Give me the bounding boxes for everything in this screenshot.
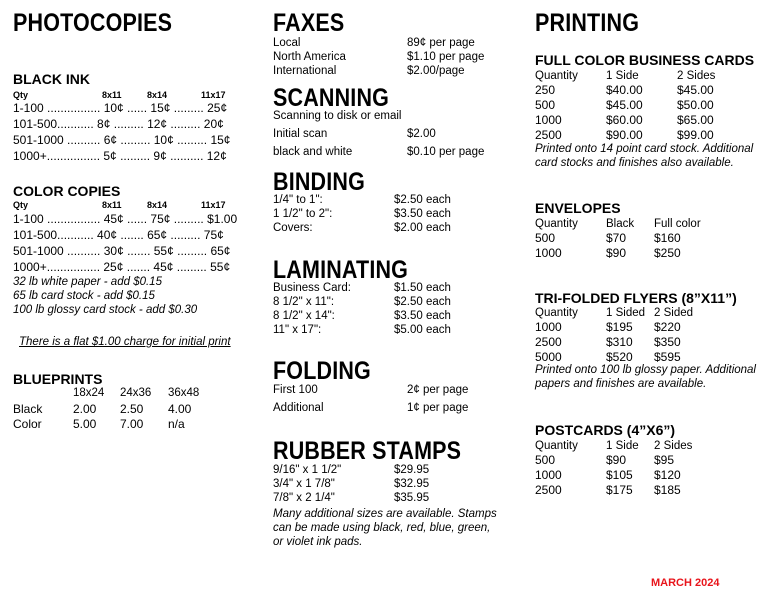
business-cards-cell: $50.00 (677, 98, 714, 112)
scanning-price: $2.00 (407, 128, 436, 140)
folding-label: Additional (273, 402, 324, 414)
envelopes-cell: $70 (606, 231, 627, 245)
rubber-stamps-price: $32.95 (394, 478, 430, 490)
envelopes-cell: $160 (654, 231, 681, 245)
binding-price: $2.50 each (394, 194, 451, 206)
rubber-stamps-note: can be made using black, red, blue, green, (273, 522, 491, 534)
business-cards-cell: $60.00 (606, 113, 643, 127)
business-cards-note: card stocks and finishes also available. (535, 157, 734, 169)
business-cards-title: FULL COLOR BUSINESS CARDS (535, 52, 755, 68)
postcards-title: POSTCARDS (4”X6”) (535, 422, 676, 438)
rubber-stamps-note: Many additional sizes are available. Stamps (273, 508, 497, 520)
color-copies-row: 101-500........... 40¢ ....... 65¢ ......... 75¢ (13, 228, 224, 242)
business-cards-header: 2 Sides (677, 70, 716, 82)
laminating-price: $2.50 each (394, 296, 451, 308)
flyers-header: 2 Sided (654, 307, 694, 319)
binding-label: Covers: (273, 222, 313, 234)
postcards-cell: $90 (606, 453, 627, 467)
color-copies-note: 32 lb white paper - add $0.15 (13, 276, 162, 288)
envelopes-header: Quantity (535, 218, 578, 230)
blueprints-cell: 7.00 (120, 417, 144, 431)
envelopes-cell: 1000 (535, 246, 562, 260)
envelopes-header: Full color (654, 218, 701, 230)
faxes-price: $2.00/page (407, 65, 465, 77)
black-ink-header-8x11: 8x11 (102, 90, 122, 100)
binding-price: $3.50 each (394, 208, 451, 220)
business-cards-note: Printed onto 14 point card stock. Additional (535, 143, 754, 155)
envelopes-cell: $250 (654, 246, 681, 260)
blueprints-cell: 4.00 (168, 402, 192, 416)
color-copies-row: 1000+................ 25¢ ....... 45¢ ......... 55¢ (13, 260, 231, 274)
envelopes-cell: 500 (535, 231, 556, 245)
flyers-header: 1 Sided (606, 307, 646, 319)
flyers-cell: $220 (654, 320, 681, 334)
postcards-cell: 2500 (535, 483, 562, 497)
black-ink-header-qty: Qty (13, 90, 29, 100)
color-copies-note: 100 lb glossy card stock - add $0.30 (13, 304, 198, 316)
color-copies-title: COLOR COPIES (13, 183, 121, 199)
folding-price: 1¢ per page (407, 402, 469, 414)
blueprints-row-label: Black (13, 402, 43, 416)
black-ink-title: BLACK INK (13, 71, 90, 87)
faxes-price: $1.10 per page (407, 51, 485, 63)
business-cards-cell: $45.00 (606, 98, 643, 112)
laminating-label: 8 1/2" x 14": (273, 310, 335, 322)
business-cards-cell: 500 (535, 98, 556, 112)
postcards-header: 1 Side (606, 440, 639, 452)
blueprints-cell: n/a (168, 417, 185, 431)
rubber-stamps-note: or violet ink pads. (273, 536, 363, 548)
faxes-label: Local (273, 37, 301, 49)
rubber-stamps-title: RUBBER STAMPS (273, 437, 462, 465)
color-copies-header-8x14: 8x14 (147, 200, 168, 210)
blueprints-header-24x36: 24x36 (120, 387, 152, 399)
envelopes-cell: $90 (606, 246, 627, 260)
business-cards-cell: $90.00 (606, 128, 643, 142)
color-copies-row: 501-1000 .......... 30¢ ....... 55¢ ......... 65¢ (13, 244, 231, 258)
postcards-cell: 500 (535, 453, 556, 467)
scanning-title: SCANNING (273, 84, 390, 112)
postcards-cell: $105 (606, 468, 633, 482)
postcards-cell: $175 (606, 483, 633, 497)
scanning-label: Initial scan (273, 128, 328, 140)
flyers-title: TRI-FOLDED FLYERS (8”X11”) (535, 290, 737, 306)
binding-price: $2.00 each (394, 222, 451, 234)
scanning-label: black and white (273, 146, 353, 158)
black-ink-row: 501-1000 .......... 6¢ ......... 10¢ ......... 15¢ (13, 133, 231, 147)
envelopes-header: Black (606, 218, 635, 230)
faxes-price: 89¢ per page (407, 37, 475, 49)
binding-label: 1 1/2" to 2": (273, 208, 333, 220)
envelopes-title: ENVELOPES (535, 200, 621, 216)
printing-title: PRINTING (535, 9, 640, 37)
blueprints-header-36x48: 36x48 (168, 387, 200, 399)
rubber-stamps-label: 7/8" x 2 1/4" (273, 492, 335, 504)
scanning-price: $0.10 per page (407, 146, 485, 158)
binding-label: 1/4" to 1": (273, 194, 323, 206)
business-cards-cell: $99.00 (677, 128, 714, 142)
rubber-stamps-label: 9/16" x 1 1/2" (273, 464, 342, 476)
business-cards-cell: $40.00 (606, 83, 643, 97)
laminating-price: $3.50 each (394, 310, 451, 322)
color-copies-header-8x11: 8x11 (102, 200, 122, 210)
postcards-header: 2 Sides (654, 440, 693, 452)
postcards-header: Quantity (535, 440, 578, 452)
faxes-title: FAXES (273, 9, 345, 37)
rubber-stamps-label: 3/4" x 1 7/8" (273, 478, 335, 490)
black-ink-header-11x17: 11x17 (201, 90, 226, 100)
business-cards-header: 1 Side (606, 70, 639, 82)
date-label: MARCH 2024 (651, 577, 720, 589)
business-cards-cell: 2500 (535, 128, 562, 142)
laminating-price: $1.50 each (394, 282, 451, 294)
black-ink-row: 1-100 ................ 10¢ ...... 15¢ ......... 25¢ (13, 101, 228, 115)
laminating-price: $5.00 each (394, 324, 451, 336)
flyers-cell: $350 (654, 335, 681, 349)
business-cards-cell: 250 (535, 83, 556, 97)
laminating-label: Business Card: (273, 282, 351, 294)
flyers-cell: 2500 (535, 335, 562, 349)
postcards-cell: $185 (654, 483, 681, 497)
black-ink-header-8x14: 8x14 (147, 90, 168, 100)
business-cards-cell: 1000 (535, 113, 562, 127)
postcards-cell: $120 (654, 468, 681, 482)
color-copies-header-qty: Qty (13, 200, 29, 210)
flyers-cell: 5000 (535, 350, 562, 364)
rubber-stamps-price: $35.95 (394, 492, 430, 504)
flyers-cell: $310 (606, 335, 633, 349)
flyers-cell: $520 (606, 350, 633, 364)
rubber-stamps-price: $29.95 (394, 464, 430, 476)
blueprints-header-18x24: 18x24 (73, 387, 105, 399)
faxes-label: North America (273, 51, 346, 63)
color-copies-note: 65 lb card stock - add $0.15 (13, 290, 155, 302)
black-ink-row: 1000+................ 5¢ ......... 9¢ .......... 12¢ (13, 149, 227, 163)
flyers-cell: 1000 (535, 320, 562, 334)
color-copies-row: 1-100 ................ 45¢ ...... 75¢ ......... $1.00 (13, 212, 238, 226)
blueprints-cell: 5.00 (73, 417, 97, 431)
folding-title: FOLDING (273, 357, 371, 385)
postcards-cell: 1000 (535, 468, 562, 482)
binding-title: BINDING (273, 168, 365, 196)
black-ink-row: 101-500........... 8¢ ......... 12¢ ......... 20¢ (13, 117, 224, 131)
blueprints-title: BLUEPRINTS (13, 371, 103, 387)
color-copies-header-11x17: 11x17 (201, 200, 226, 210)
photocopies-title: PHOTOCOPIES (13, 9, 173, 37)
flyers-cell: $595 (654, 350, 681, 364)
laminating-title: LAMINATING (273, 256, 409, 284)
scanning-subtitle: Scanning to disk or email (273, 110, 402, 122)
flat-charge-note: There is a flat $1.00 charge for initial print (19, 336, 231, 348)
faxes-label: International (273, 65, 337, 77)
business-cards-cell: $65.00 (677, 113, 714, 127)
blueprints-cell: 2.00 (73, 402, 97, 416)
business-cards-cell: $45.00 (677, 83, 714, 97)
folding-label: First 100 (273, 384, 318, 396)
blueprints-cell: 2.50 (120, 402, 144, 416)
flyers-cell: $195 (606, 320, 633, 334)
flyers-note: papers and finishes are available. (535, 378, 707, 390)
postcards-cell: $95 (654, 453, 675, 467)
business-cards-header: Quantity (535, 70, 578, 82)
folding-price: 2¢ per page (407, 384, 469, 396)
laminating-label: 8 1/2" x 11": (273, 296, 335, 308)
blueprints-row-label: Color (13, 417, 42, 431)
flyers-header: Quantity (535, 307, 578, 319)
flyers-note: Printed onto 100 lb glossy paper. Additional (535, 364, 756, 376)
laminating-label: 11" x 17": (273, 324, 322, 336)
